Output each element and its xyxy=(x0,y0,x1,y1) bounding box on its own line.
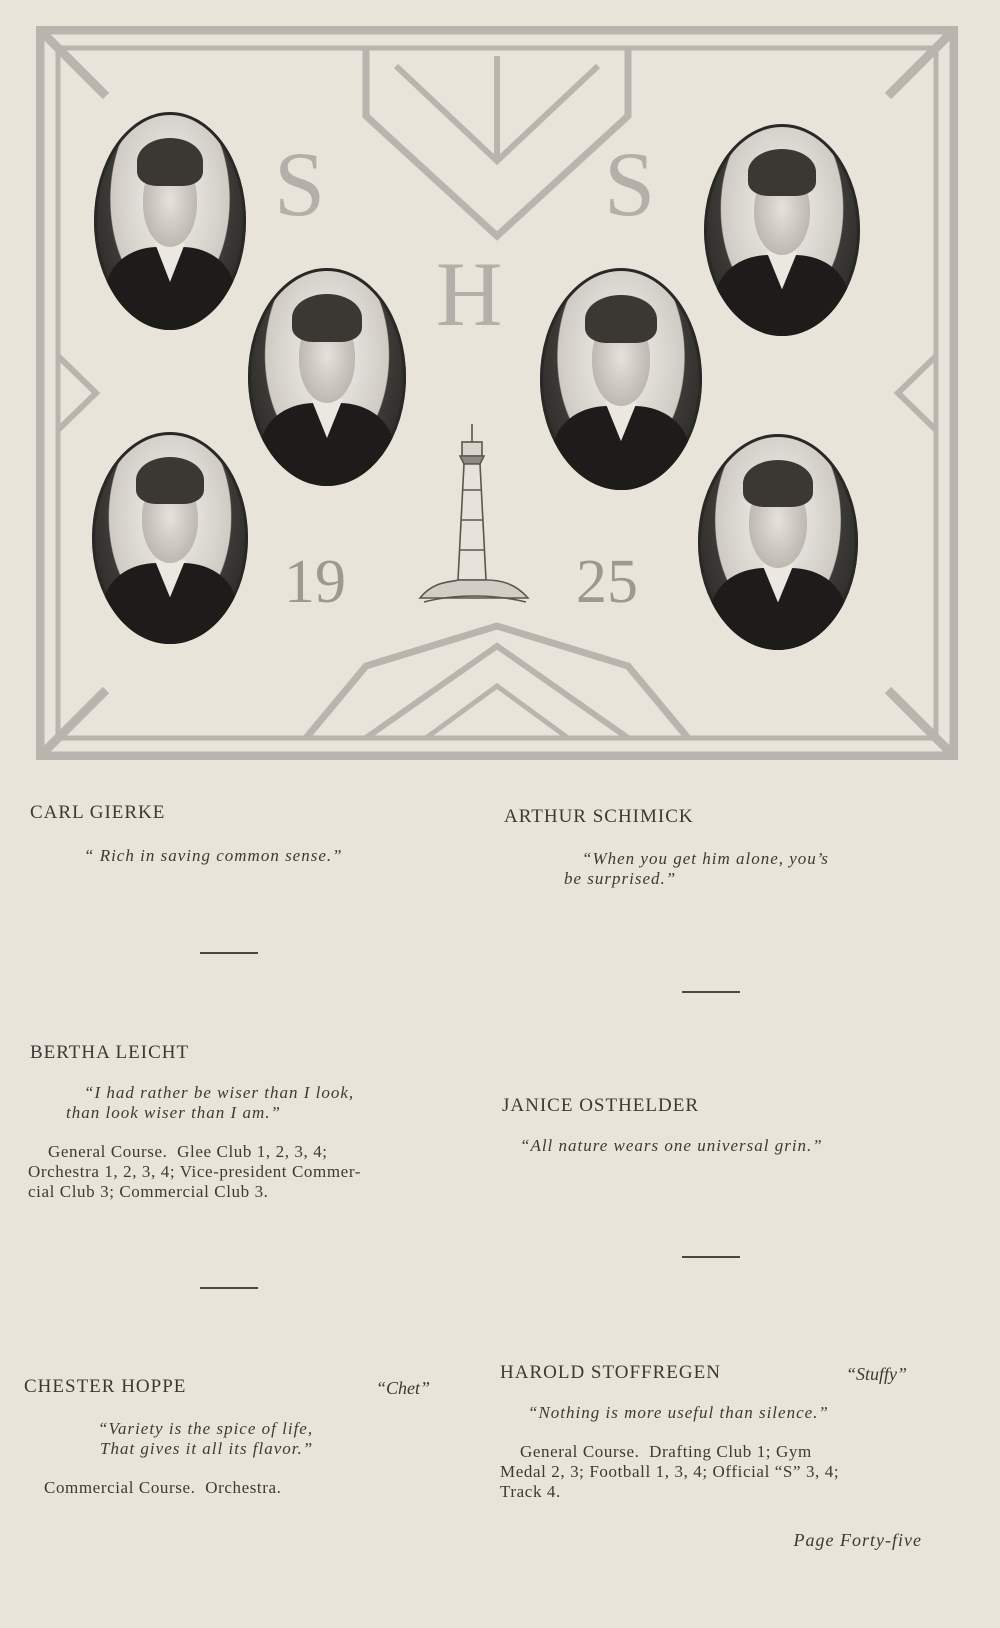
entry-name-arthur-schimick: ARTHUR SCHIMICK xyxy=(504,806,694,827)
entry-name-carl-gierke: CARL GIERKE xyxy=(30,802,166,823)
portrait-harold-stoffregen xyxy=(698,434,858,650)
entry-name-bertha-leicht: BERTHA LEICHT xyxy=(30,1042,190,1063)
entry-quote-bertha-leicht-line2: than look wiser than I am.” xyxy=(66,1103,281,1122)
entry-activities-bertha-leicht-line2: Orchestra 1, 2, 3, 4; Vice-president Commer- xyxy=(28,1162,361,1181)
portrait-janice-osthelder xyxy=(540,268,702,490)
entry-nickname-harold-stoffregen: “Stuffy” xyxy=(846,1364,908,1384)
entry-quote-janice-osthelder: “All nature wears one universal grin.” xyxy=(520,1136,823,1155)
portrait-carl-gierke xyxy=(94,112,246,330)
divider-rule xyxy=(200,1287,258,1289)
year-right: 25 xyxy=(576,548,638,616)
portrait-bertha-leicht xyxy=(248,268,406,486)
entry-quote-chester-hoppe-line1: “Variety is the spice of life, xyxy=(98,1419,314,1438)
entry-activities-bertha-leicht-line3: cial Club 3; Commercial Club 3. xyxy=(28,1182,269,1201)
entry-quote-bertha-leicht-line1: “I had rather be wiser than I look, xyxy=(84,1083,355,1102)
portrait-chester-hoppe xyxy=(92,432,248,644)
entry-activities-harold-stoffregen-line3: Track 4. xyxy=(500,1482,561,1501)
header-frame xyxy=(36,26,958,760)
divider-rule xyxy=(200,952,258,954)
page-number: Page Forty-five xyxy=(793,1530,922,1550)
monogram-letter-h: H xyxy=(436,243,503,345)
monogram-letter-s-left: S xyxy=(274,133,326,235)
entry-name-chester-hoppe: CHESTER HOPPE xyxy=(24,1376,187,1397)
entry-quote-carl-gierke: “ Rich in saving common sense.” xyxy=(84,846,343,865)
entry-quote-arthur-schimick-line1: “When you get him alone, you’s xyxy=(582,849,829,868)
entry-quote-arthur-schimick-line2: be surprised.” xyxy=(564,869,677,888)
monogram-letter-s-right: S xyxy=(604,133,656,235)
entry-quote-harold-stoffregen: “Nothing is more useful than silence.” xyxy=(528,1403,829,1422)
portrait-arthur-schimick xyxy=(704,124,860,336)
entry-activities-harold-stoffregen-line1: General Course. Drafting Club 1; Gym xyxy=(520,1442,812,1461)
entry-quote-chester-hoppe-line2: That gives it all its flavor.” xyxy=(100,1439,314,1458)
divider-rule xyxy=(682,991,740,993)
entry-activities-harold-stoffregen-line2: Medal 2, 3; Football 1, 3, 4; Official “S” 3, 4; xyxy=(500,1462,840,1481)
entry-nickname-chester-hoppe: “Chet” xyxy=(376,1378,431,1398)
entry-activities-bertha-leicht-line1: General Course. Glee Club 1, 2, 3, 4; xyxy=(48,1142,328,1161)
entry-name-janice-osthelder: JANICE OSTHELDER xyxy=(502,1095,700,1116)
divider-rule xyxy=(682,1256,740,1258)
entry-activities-chester-hoppe: Commercial Course. Orchestra. xyxy=(44,1478,282,1497)
year-left: 19 xyxy=(284,548,346,616)
entry-name-harold-stoffregen: HAROLD STOFFREGEN xyxy=(500,1362,721,1383)
lighthouse-icon xyxy=(414,420,534,610)
